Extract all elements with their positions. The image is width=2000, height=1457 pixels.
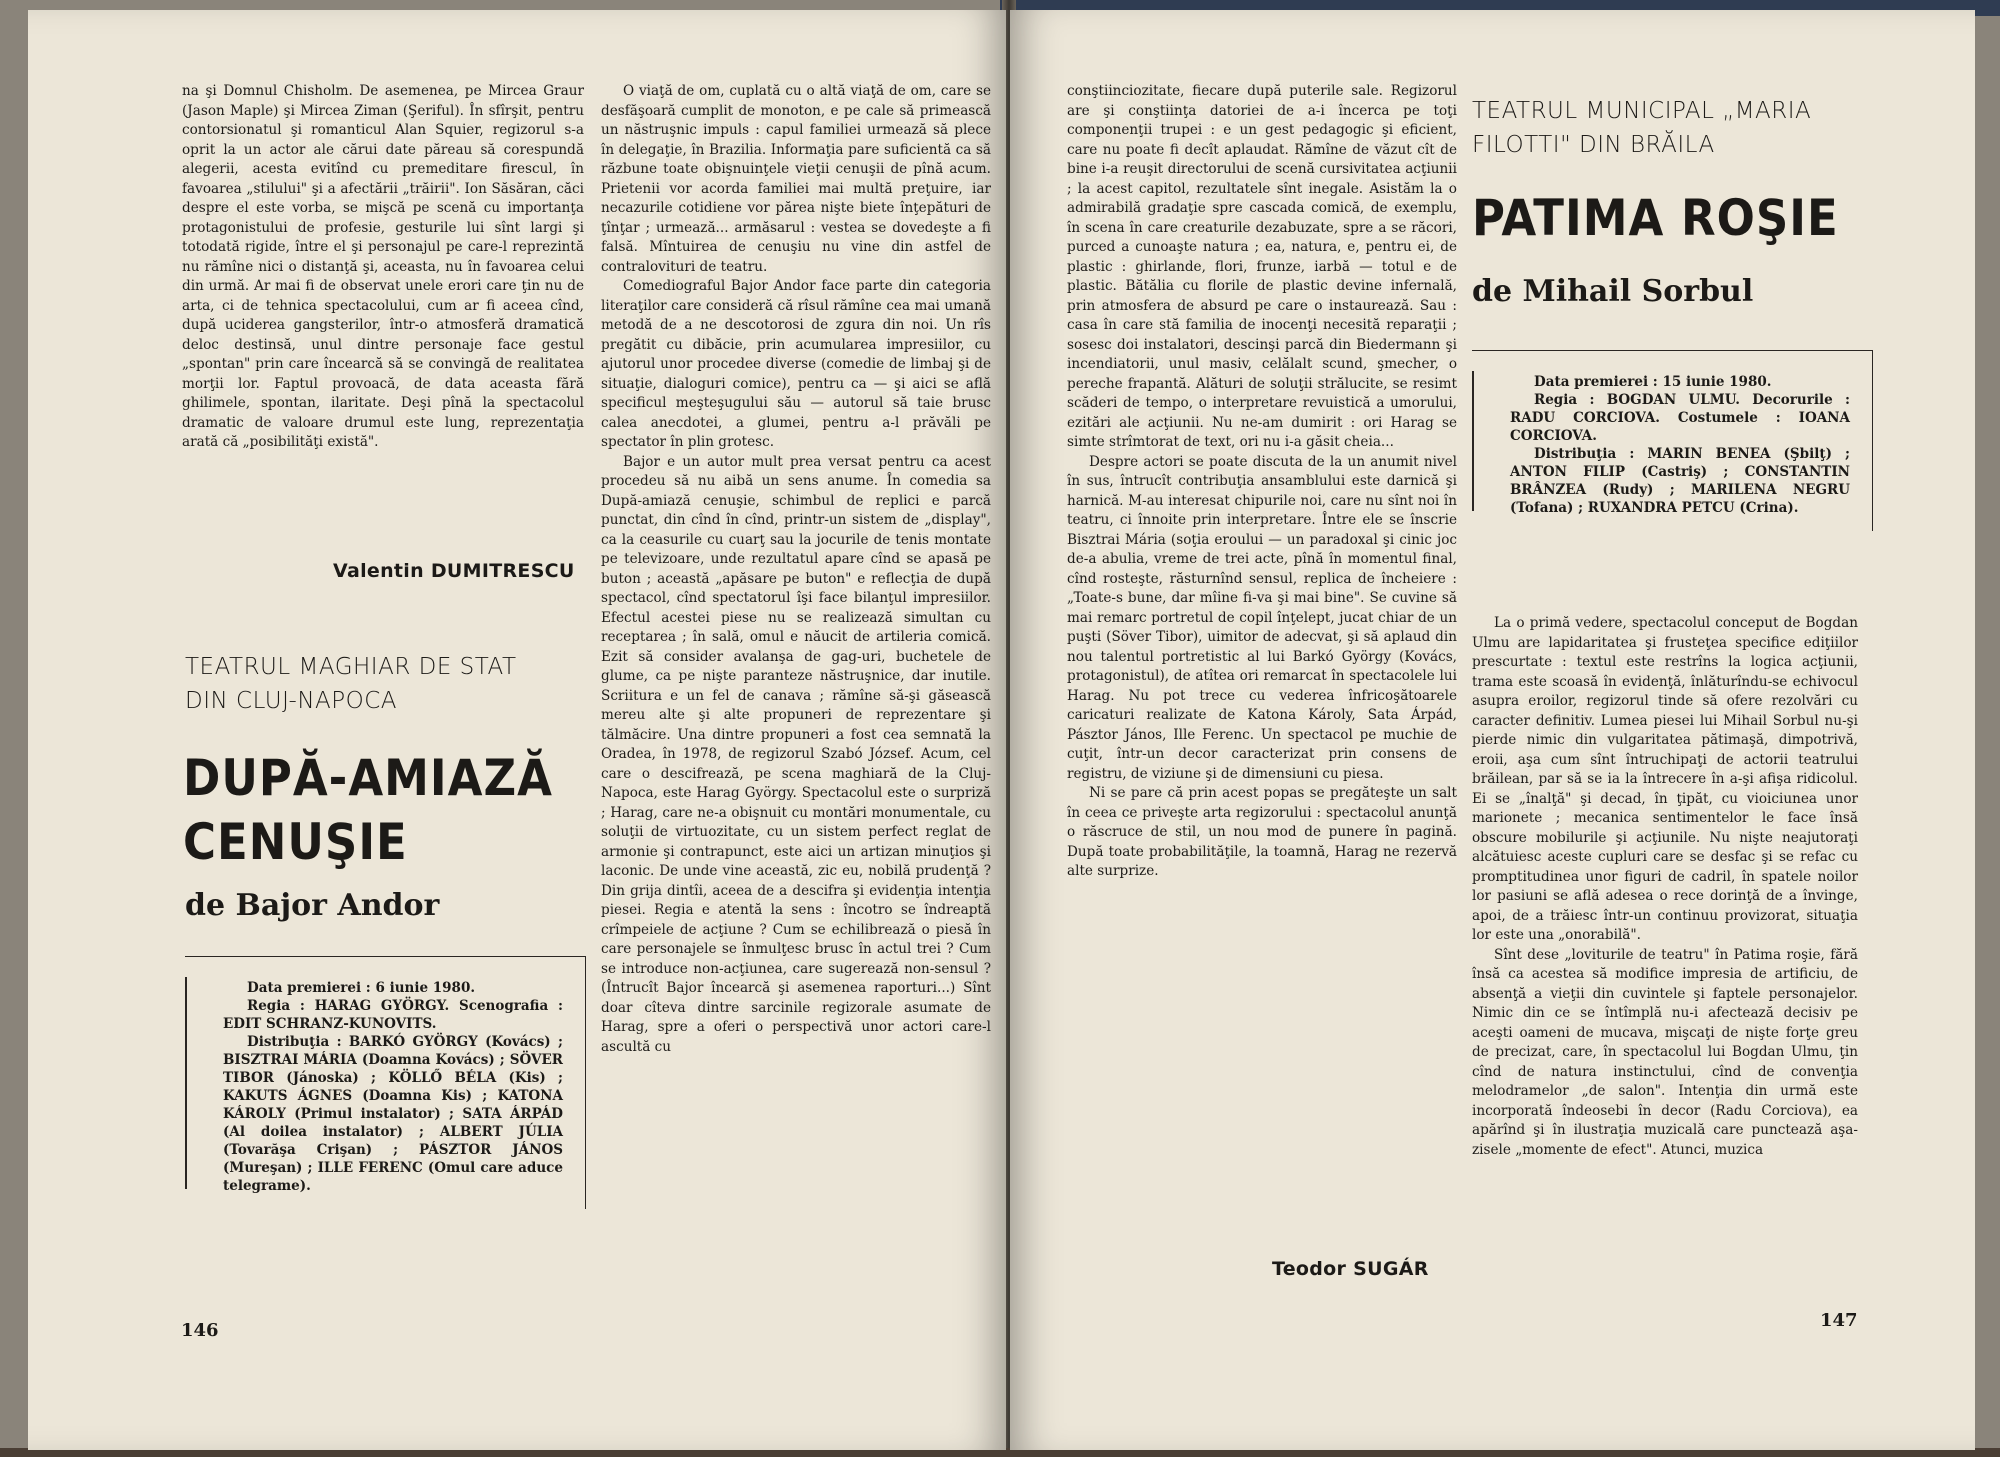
play-title-line: CENUŞIE [183, 813, 408, 871]
article-paragraph: O viaţă de om, cuplată cu o altă viaţă de om, care se desfăşoară cumplit de monoton, e pe cale să primească un năstruşnic impuls : capul familiei urmează să plece în delegaţie, în Brazilia. Informaţia pare suficientă ca să răzbune toate obişnuinţele vieţii cenuşii de pînă acum. Prietenii vor acorda familiei mai multă preţuire, iar necazurile cotidiene vor părea nişte biete înţepături de ţînţar ; urmează... armăsarul : vestea se dovedeşte a fi falsă. Mîntuirea de cenuşiu nu vine din astfel de contralovituri de teatru. [601, 83, 991, 275]
left-page [28, 10, 1006, 1450]
article-paragraph: Ni se pare că prin acest popas se pregăteşte un salt în ceea ce priveşte arta regizorului : spectacolul anunţă o răscruce de stil, un nou mod de punere în pagină. După toate probabilităţile, la toamnă, Harag ne rezervă alte surprize. [1067, 785, 1457, 879]
theatre-name-line: TEATRUL MUNICIPAL „MARIA [1472, 98, 1812, 124]
right-column-2 [1472, 614, 1858, 1160]
credits-direction: Regia : BOGDAN ULMU. Decorurile : RADU CORCIOVA. Costumele : IOANA CORCIOVA. [1510, 392, 1850, 444]
theatre-name-line: DIN CLUJ-NAPOCA [185, 688, 398, 714]
credits-side-rule [185, 977, 187, 1189]
play-author: de Bajor Andor [185, 888, 440, 923]
play-title-line: DUPĂ-AMIAZĂ [183, 749, 553, 807]
article-paragraph: Despre actori se poate discuta de la un anumit nivel în sus, întrucît contribuţia ansamblului este darnică şi harnică. M-au interesat chipurile noi, care nu sînt noi în teatru, ci înnoite prin interpretare. Între ele se înscrie Bisztrai Mária (soţia eroului — un paradoxal şi cinic joc de-a abulia, vreme de trei acte, pînă în momentul final, cînd rosteşte, răsturnînd sensul, replica de încheiere : „Toate-s bune, dar mîine fi-va şi mai bine". Se cuvine să mai remarc portretul de copil înţelept, jucat chiar de un puşti (Söver Tibor), uimitor de adecvat, şi să aplaud din nou talentul portretistic al lui Barkó György (Kovács, protagonistul), de atîtea ori remarcat în spectacolele lui Harag. Nu pot trece cu vederea înfricoşătoarele caricaturi realizate de Katona Károly, Sata Árpád, Pásztor János, Ille Ferenc. Un spectacol pe muchie de cuţit, într-un decor caracterizat prin consens de registru, de viziune şi de dimensiuni cu piesa. [1067, 453, 1457, 782]
left-column-2 [601, 82, 991, 1057]
left-column-1 [182, 82, 584, 453]
article-paragraph: Sînt dese „loviturile de teatru" în Patima roşie, fără însă ca acestea să modifice impresia de artificiu, de absenţă a vieţii din cuvintele şi faptele personajelor. Nimic din ce se întîmplă nu-i afectează decisiv pe aceşti oameni de mucava, mişcaţi de nişte forţe greu de precizat, care, în spectacolul lui Bogdan Ulmu, ţin cînd de natura instinctului, cînd de convenţia melodramelor „de salon". Intenţia din urmă este incorporată îndeosebi în decor (Radu Corciova), ea apărînd şi în ilustraţia muzicală care punctează aşa-zisele „momente de efect". Atunci, muzica [1472, 946, 1858, 1158]
right-page [1010, 10, 1975, 1450]
article-signature: Teodor SUGÁR [1272, 1258, 1429, 1280]
credits-premiere: Data premierei : 6 iunie 1980. [247, 980, 476, 996]
page-number: 146 [181, 1320, 219, 1341]
article-paragraph: conştiinciozitate, fiecare după puterile sale. Regizorul are şi conştiinţa datoriei de a-i încerca pe toţi componenţii trupei : e un gest pedagogic şi eficient, care nu poate fi decît aplaudat. Rămîne de văzut cît de bine i-a reuşit directorului de scenă cursivitatea acţiunii ; la acest capitol, rezultatele sînt inegale. Asistăm la o admirabilă gradaţie spre cascada comică, de exemplu, în scena în care creaturile dezabuzate, spre a se răcori, purced a cunoaşte natura ; ea, natura, e, pentru ei, de plastic : ghirlande, flori, frunze, iarbă — totul e de plastic. Bătălia cu florile de plastic devine infernală, prin atmosfera de absurd pe care o instaurează. Sau : casa în care stă familia de inocenţi necesită reparaţii ; sosesc doi instalatori, descinşi parcă din Biedermann şi incendiatorii, unul masiv, celălalt scund, şmecher, o pereche frapantă. Alături de soluţii strălucite, se resimt scăderi de tempo, o interpretare revuistică a umorului, ezitări ale acţiunii. Nu ne-am dumirit : ori Harag se simte strîmtorat de text, ori nu i-a găsit cheia... [1067, 83, 1457, 450]
theatre-name-line: TEATRUL MAGHIAR DE STAT [185, 654, 517, 680]
credits-cast: Distribuţia : MARIN BENEA (Şbilţ) ; ANTON FILIP (Castriş) ; CONSTANTIN BRÂNZEA (Rudy) ; MARILENA NEGRU (Tofana) ; RUXANDRA PETCU (Crina). [1510, 446, 1850, 516]
right-column-1 [1067, 82, 1457, 882]
article-signature: Valentin DUMITRESCU [333, 560, 575, 582]
play-title: PATIMA ROŞIE [1472, 189, 1839, 247]
theatre-name-line: FILOTTI" DIN BRĂILA [1472, 132, 1715, 158]
credits-premiere: Data premierei : 15 iunie 1980. [1534, 374, 1772, 390]
article-paragraph: La o primă vedere, spectacolul conceput de Bogdan Ulmu are lapidaritatea şi frusteţea specifice ediţiilor prescurtate : textul este restrîns la logica acţiunii, trama este scoasă în evidenţă, înlăturîndu-se echivocul asupra eroilor, regizorul tinde să ofere rezolvări cu caracter definitiv. Lumea piesei lui Mihail Sorbul nu-şi pierde nimic din vulgaritatea pătimaşă, dimpotrivă, eroii, aşa cum sînt întruchipaţi de actorii teatrului brăilean, par să se ia la întrecere în a-şi afişa ridicolul. Ei se „înalţă" şi decad, în ţipăt, cu vioiciunea unor marionete ; mecanica sentimentelor le face însă obscure mobilurile şi acţiunile. Nu nişte neajutoraţi alcătuiesc aceste cupluri care se desfac şi se refac cu promptitudinea unor figuri de cadril, în spatele noilor lor pasiuni se află adesea o rece dorinţă de a învinge, apoi, de a trăiesc într-un continuu provizorat, situaţia lor este una „onorabilă". [1472, 615, 1858, 943]
theatre-name [1472, 94, 1811, 162]
article-paragraph: Comediograful Bajor Andor face parte din categoria literaţilor care consideră că rîsul rămîne cea mai umană metodă de a ne descotorosi de zgura din noi. Un rîs pregătit cu dibăcie, prin acumularea impresiilor, cu ajutorul unor procedee diverse (comedie de limbaj şi de situaţie, dialoguri comice), pentru ca — şi aici se află specificul meşteşugului său — autorul să taie brusc calea anecdotei, a glumei, pentru a-l prăvăli pe spectator în plin grotesc. [601, 278, 991, 450]
play-title [183, 746, 553, 874]
article-paragraph: na şi Domnul Chisholm. De asemenea, pe Mircea Graur (Jason Maple) şi Mircea Ziman (Şeriful). În sfîrşit, pentru contorsionatul şi romanticul Alan Squier, regizorul s-a oprit la un actor ale cărui date păreau să corespundă alegerii, acesta evitînd cu premeditare firescul, în favoarea „stilului" şi a afectării „trăirii". Ion Săsăran, căci despre el este vorba, se mişcă pe scenă cu importanţa protagonistului de profesie, gesturile lui sînt largi şi totodată rigide, între el şi personajul pe care-l reprezintă nu rămîne nici o distanţă şi, aceasta, nu în favoarea celui din urmă. Ar mai fi de observat unele erori care ţin nu de arta, ci de tehnica spectacolului, cum ar fi aceea cînd, după uciderea gangsterilor, într-o atmosferă dramatică deloc destinsă, unul dintre personaje face gestul „spontan" prin care încearcă să se convingă de realitatea morţii lor. Faptul provoacă, de data aceasta fără ghilimele, spontan, ilaritate. Deşi pînă la spectacolul dramatic de valoare drumul este lung, reprezentaţia arată că „posibilităţi există". [182, 83, 584, 450]
credits-box [1472, 350, 1873, 531]
credits-box [185, 956, 586, 1209]
credits-side-rule [1472, 371, 1474, 511]
page-number: 147 [1820, 1310, 1858, 1331]
credits-direction: Regia : HARAG GYÖRGY. Scenografia : EDIT SCHRANZ-KUNOVITS. [223, 998, 563, 1032]
play-author: de Mihail Sorbul [1472, 274, 1754, 309]
credits-cast: Distribuţia : BARKÓ GYÖRGY (Kovács) ; BISZTRAI MÁRIA (Doamna Kovács) ; SÖVER TIBOR (Jánoska) ; KÖLLŐ BÉLA (Kis) ; KAKUTS ÁGNES (Doamna Kis) ; KATONA KÁROLY (Primul instalator) ; SATA ÁRPÁD (Al doilea instalator) ; ALBERT JÚLIA (Tovarăşa Crişan) ; PÁSZTOR JÁNOS (Mureşan) ; ILLE FERENC (Omul care aduce telegrame). [223, 1034, 563, 1194]
article-paragraph: Bajor e un autor mult prea versat pentru ca acest procedeu să nu aibă un sens anume. În comedia sa După-amiază cenuşie, schimbul de replici e parcă punctat, din cînd în cînd, printr-un sistem de „display", ca la ceasurile cu cuarţ sau la jocurile de tenis montate pe televizoare, unde rezultatul apare cînd se apasă pe buton ; această „apăsare pe buton" e reflecţia de după spectacol, cînd spectatorul îşi face bilanţul impresiilor. Efectul acestei piese nu se realizează simultan cu receptarea ; în sală, omul e năucit de artileria comică. Ezit să consider avalanşa de gag-uri, buchetele de glume, ca pe nişte paranteze năstruşnice, dar inutile. Scriitura e un fel de canava ; rămîne să-şi găsească mereu alte şi alte propuneri de reprezentare şi tălmăcire. Una dintre propuneri a fost cea semnată la Oradea, în 1978, de regizorul Szabó József. Acum, cel care o descifrează, pe scena maghiară de la Cluj-Napoca, este Harag György. Spectacolul este o surpriză ; Harag, care ne-a obişnuit cu montări monumentale, cu soluţii de virtuozitate, cu un sistem perfect reglat de armonie şi contrapunct, este aici un artizan minuţios şi laconic. De unde vine această, zic eu, nobilă prudenţă ? Din grija dintîi, aceea de a descifra şi evidenţia intenţia piesei. Regia e atentă la sens : încotro se îndreaptă crîmpeiele de acţiune ? Cum se echilibrează o piesă în care personajele se înmulţesc brusc în actul trei ? Cum se introduce non-acţiunea, care sugerează non-sensul ? (Întrucît Bajor încearcă şi asemenea raporturi...) Sînt doar cîteva dintre sarcinile regizorale asumate de Harag, spre a oferi o perspectivă unor actori care-l ascultă cu [601, 453, 991, 1055]
theatre-name [185, 650, 517, 718]
